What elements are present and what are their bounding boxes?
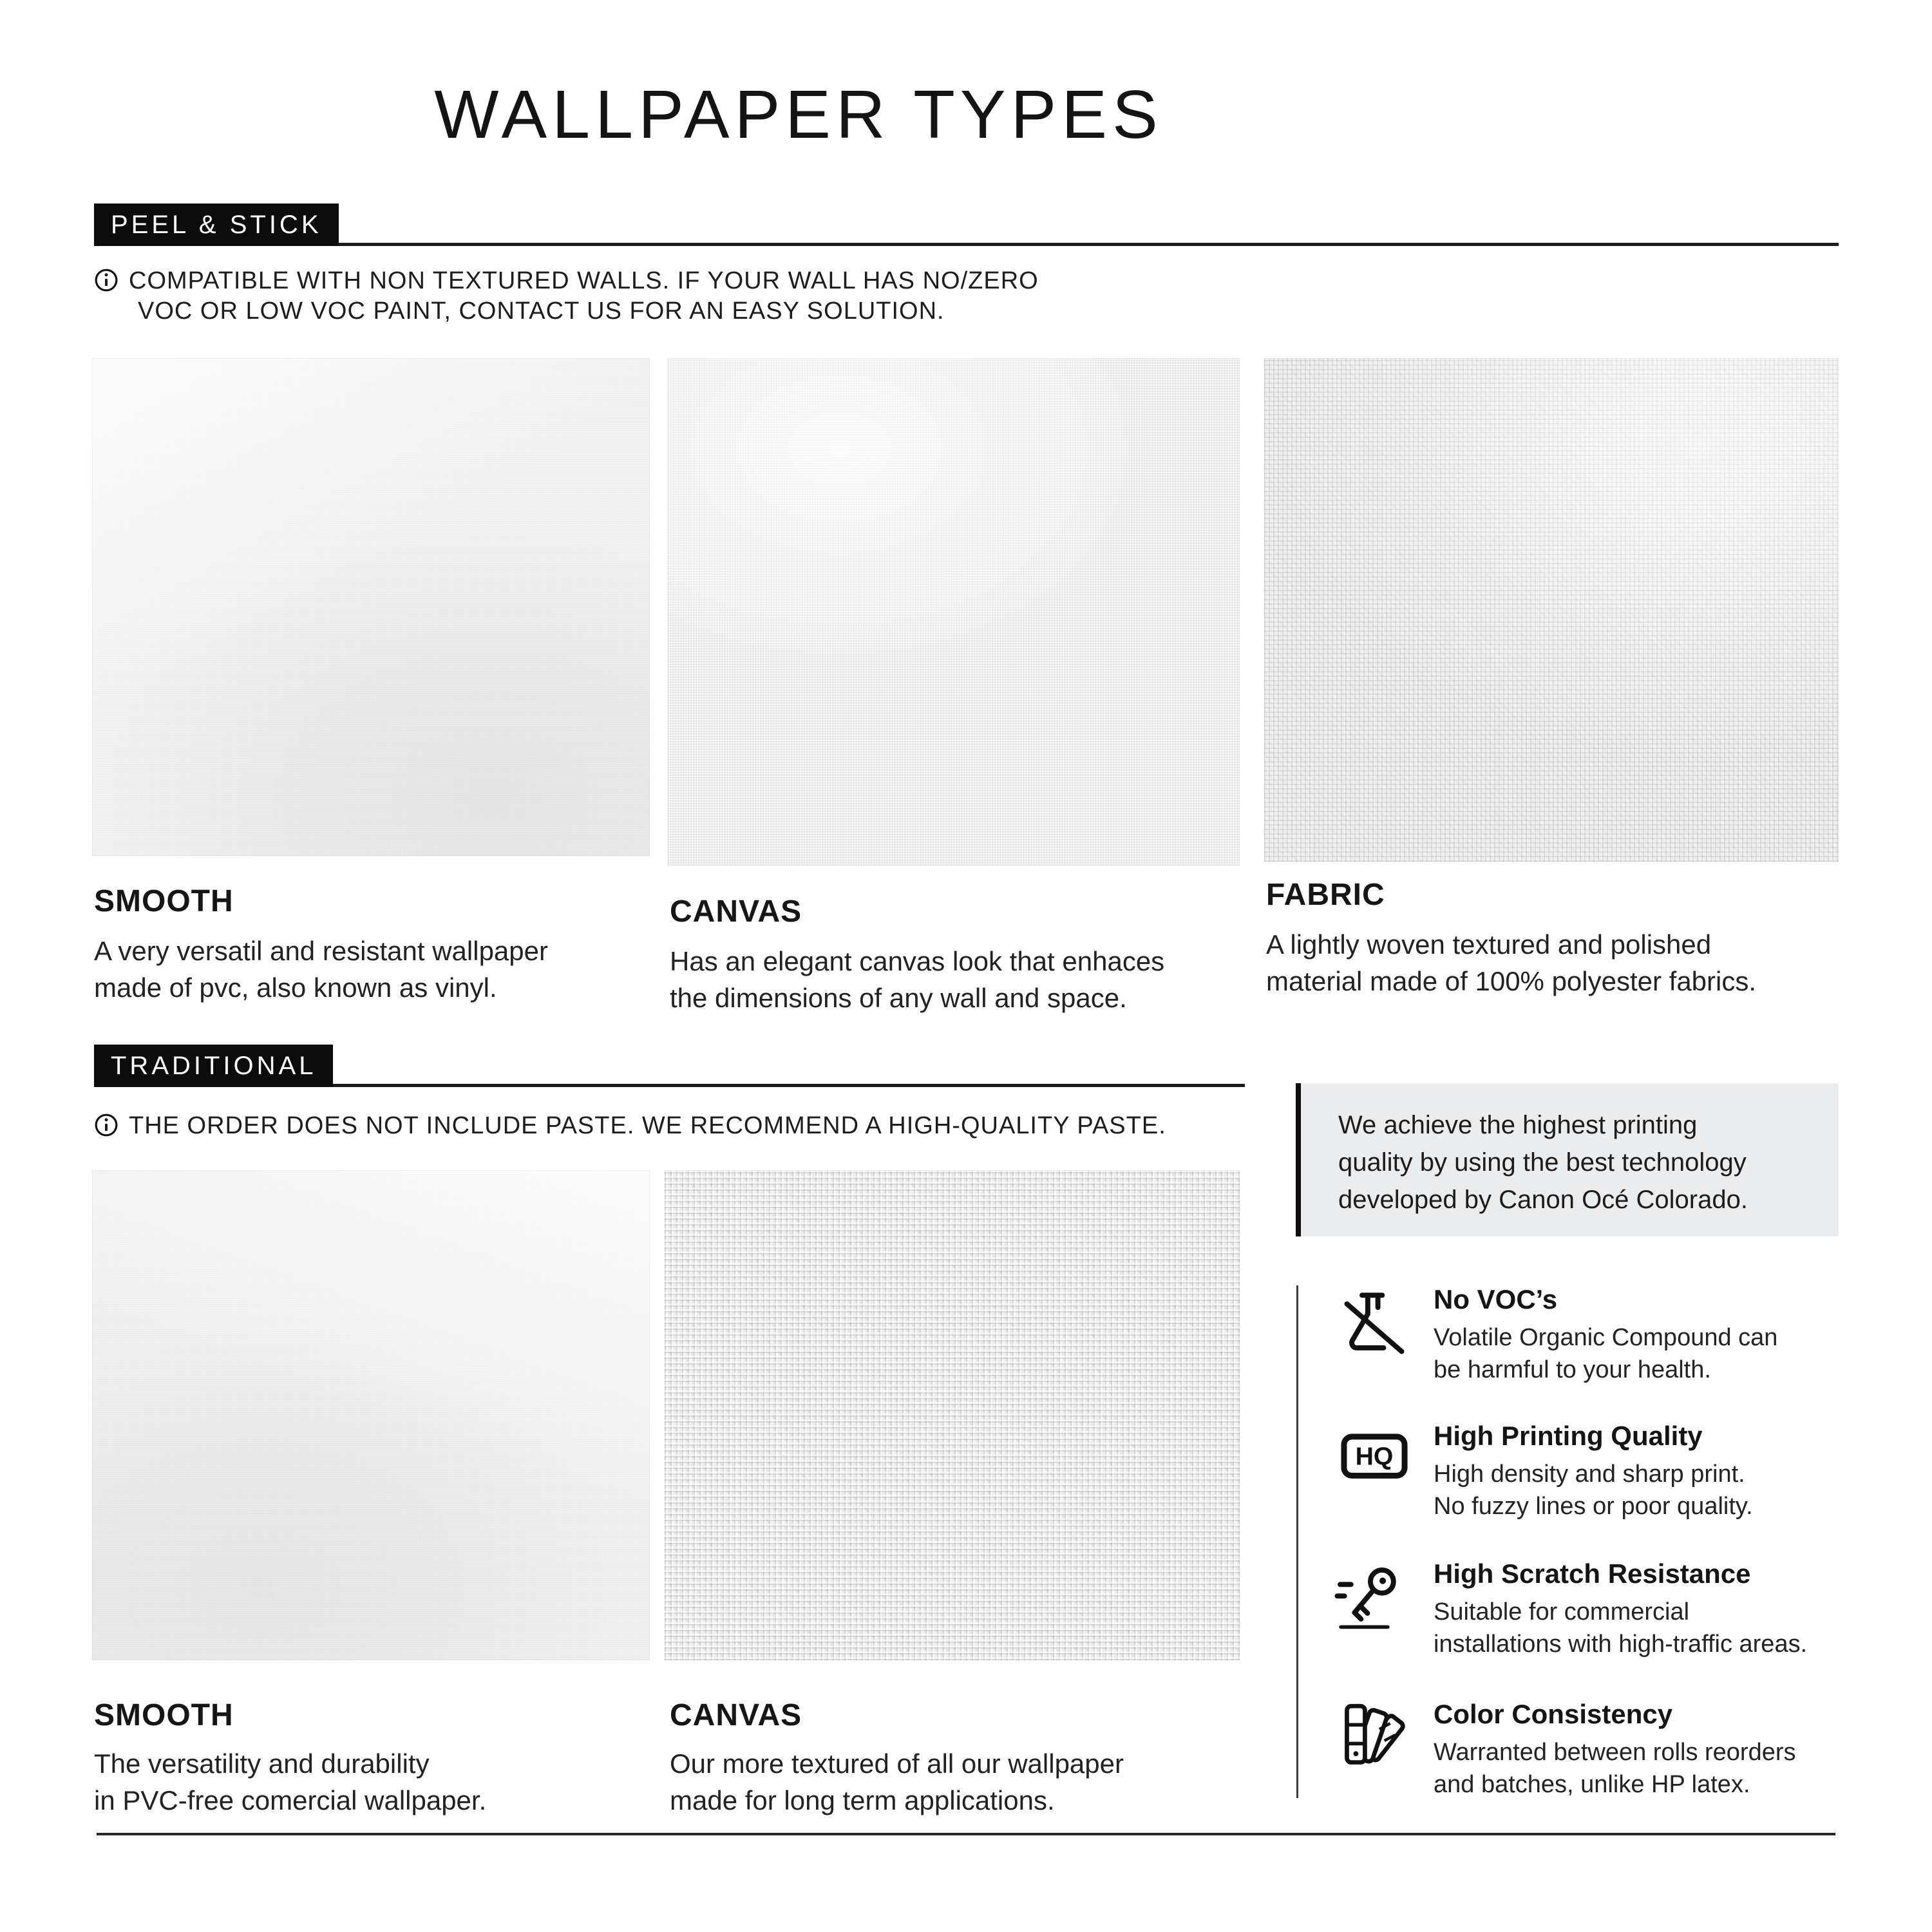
section-label-peel-stick: PEEL & STICK xyxy=(94,204,339,246)
feature-desc xyxy=(1434,1596,1884,1660)
swatch-desc-line: made of pvc, also known as vinyl. xyxy=(94,972,497,1003)
swatch-title: SMOOTH xyxy=(94,884,234,918)
feature-color-consistency xyxy=(1434,1699,1884,1801)
peel-stick-rule xyxy=(94,243,1839,246)
swatch-traditional-canvas xyxy=(665,1170,1240,1660)
swatch-desc-line: A lightly woven textured and polished xyxy=(1266,929,1712,960)
swatch-peel-smooth xyxy=(92,358,650,856)
swatch-desc xyxy=(94,933,548,1006)
swatch-title: FABRIC xyxy=(1266,878,1385,912)
feature-desc-line: Warranted between rolls reorders xyxy=(1434,1739,1796,1766)
swatch-desc-line: The versatility and durability xyxy=(94,1748,430,1779)
quality-box-accent-bar xyxy=(1296,1083,1301,1236)
swatch-desc xyxy=(94,1745,486,1819)
feature-title: No VOC’s xyxy=(1434,1284,1558,1314)
swatch-desc-line: Has an elegant canvas look that enhaces xyxy=(670,946,1165,976)
quality-box-text xyxy=(1301,1083,1839,1218)
info-icon xyxy=(94,1113,118,1141)
hq-badge-icon xyxy=(1338,1419,1410,1492)
features-divider-line xyxy=(1296,1285,1298,1798)
quality-box xyxy=(1301,1083,1839,1236)
swatch-peel-fabric xyxy=(1264,358,1839,862)
feature-high-printing-quality xyxy=(1434,1421,1871,1522)
no-voc-flask-icon xyxy=(1338,1288,1410,1360)
feature-desc-line: and batches, unlike HP latex. xyxy=(1434,1771,1750,1798)
quality-box-line: developed by Canon Océ Colorado. xyxy=(1338,1186,1748,1214)
swatch-desc-line: A very versatil and resistant wallpaper xyxy=(94,936,548,966)
swatch-desc-line: the dimensions of any wall and space. xyxy=(670,983,1127,1013)
feature-desc-line: Volatile Organic Compound can xyxy=(1434,1324,1778,1351)
page-title: WALLPAPER TYPES xyxy=(434,77,1163,153)
swatch-desc xyxy=(670,943,1164,1016)
note-line: THE ORDER DOES NOT INCLUDE PASTE. WE RECOMMEND A HIGH-QUALITY PASTE. xyxy=(129,1112,1166,1139)
feature-desc-line: installations with high-traffic areas. xyxy=(1434,1631,1808,1658)
swatch-title: CANVAS xyxy=(670,1698,802,1732)
key-scratch-icon xyxy=(1334,1558,1406,1631)
quality-box-line: We achieve the highest printing xyxy=(1338,1111,1698,1139)
feature-desc-line: No fuzzy lines or poor quality. xyxy=(1434,1493,1753,1520)
feature-no-voc xyxy=(1434,1284,1871,1386)
swatch-title: SMOOTH xyxy=(94,1698,234,1732)
traditional-note xyxy=(94,1111,1166,1141)
info-icon xyxy=(94,268,118,296)
feature-desc-line: Suitable for commercial xyxy=(1434,1598,1690,1625)
note-text xyxy=(129,1111,1166,1141)
feature-desc xyxy=(1434,1458,1871,1522)
color-swatchbook-icon xyxy=(1338,1699,1410,1771)
swatch-peel-canvas xyxy=(668,358,1240,866)
bottom-rule xyxy=(97,1833,1835,1835)
swatch-desc-line: Our more textured of all our wallpaper xyxy=(670,1748,1124,1779)
feature-high-scratch-resistance xyxy=(1434,1558,1884,1660)
feature-title: High Printing Quality xyxy=(1434,1421,1703,1451)
feature-desc xyxy=(1434,1321,1871,1386)
feature-title: Color Consistency xyxy=(1434,1699,1673,1729)
feature-desc xyxy=(1434,1736,1884,1801)
quality-box-line: quality by using the best technology xyxy=(1338,1148,1747,1177)
swatch-traditional-smooth xyxy=(92,1170,650,1660)
section-label-traditional: TRADITIONAL xyxy=(94,1045,333,1087)
feature-title: High Scratch Resistance xyxy=(1434,1558,1751,1589)
swatch-desc-line: made for long term applications. xyxy=(670,1785,1055,1815)
note-text xyxy=(129,266,1039,327)
feature-desc-line: High density and sharp print. xyxy=(1434,1461,1745,1488)
note-line: VOC OR LOW VOC PAINT, CONTACT US FOR AN EASY SOLUTION. xyxy=(138,298,945,325)
note-line: COMPATIBLE WITH NON TEXTURED WALLS. IF YOUR WALL HAS NO/ZERO xyxy=(129,267,1039,294)
swatch-desc-line: material made of 100% polyester fabrics. xyxy=(1266,966,1757,996)
swatch-desc xyxy=(670,1745,1124,1819)
peel-stick-note xyxy=(94,266,1039,327)
feature-desc-line: be harmful to your health. xyxy=(1434,1356,1711,1383)
swatch-desc xyxy=(1266,926,1756,999)
swatch-desc-line: in PVC-free comercial wallpaper. xyxy=(94,1785,487,1815)
swatch-title: CANVAS xyxy=(670,895,802,929)
svg-text:HQ: HQ xyxy=(1355,1443,1394,1471)
